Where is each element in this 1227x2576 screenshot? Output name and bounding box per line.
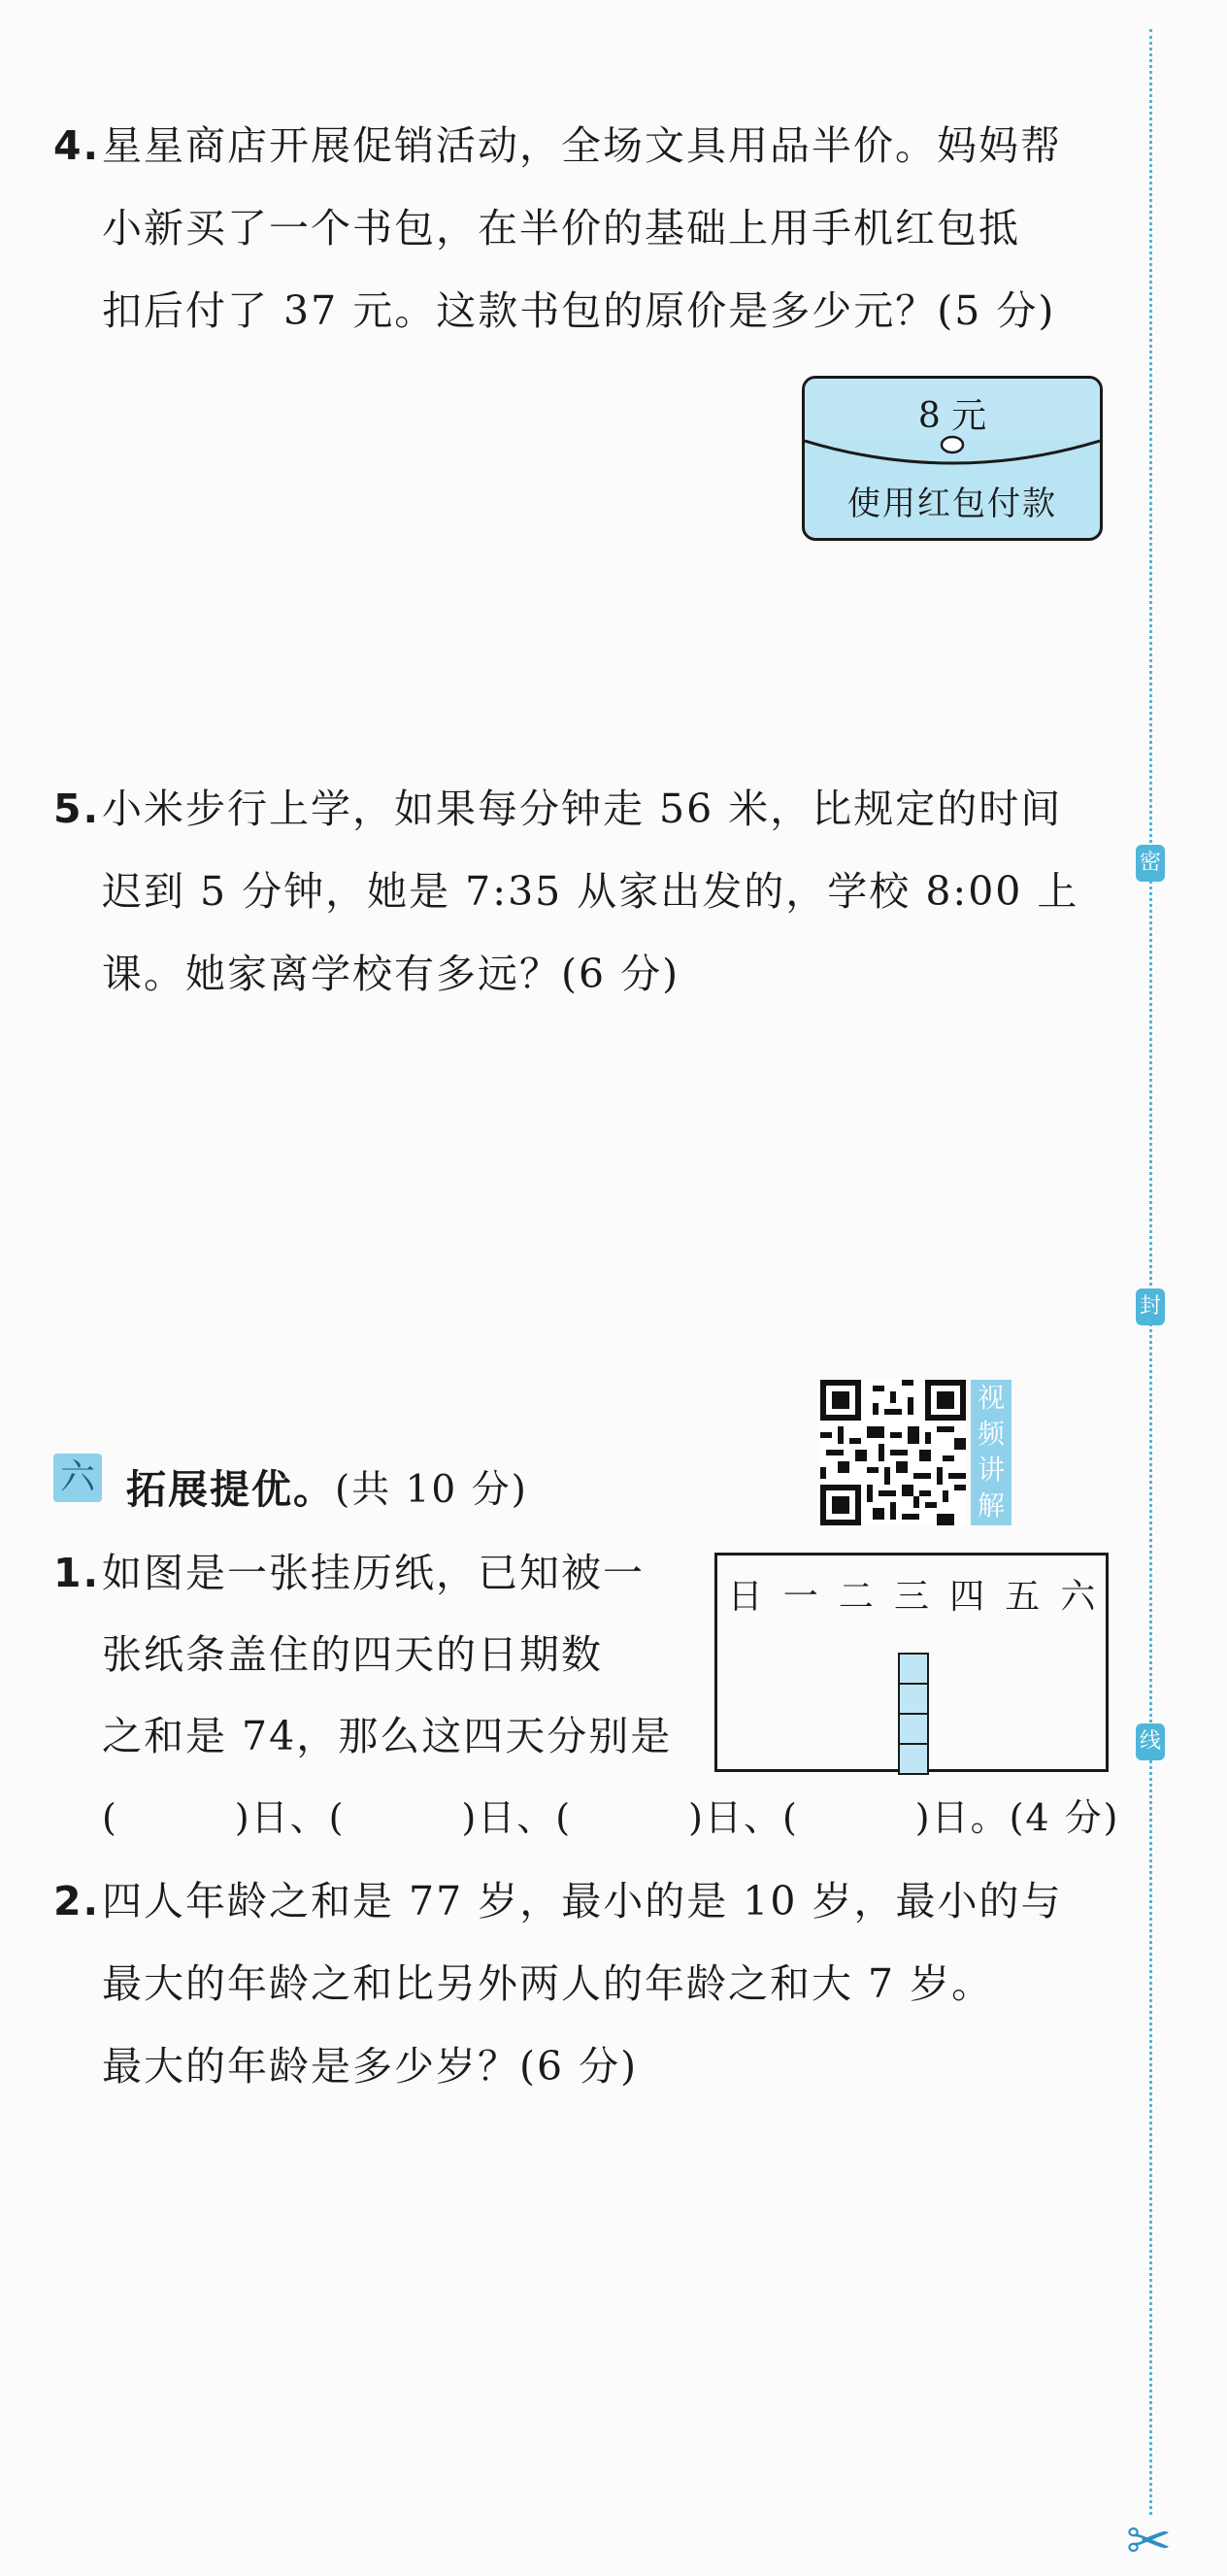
binding-label: 密 [1136,845,1165,882]
envelope-pay-label: 使用红包付款 [847,485,1057,523]
video-explain-label[interactable] [971,1380,1011,1525]
question-text: 扣后付了 37 元。这款书包的原价是多少元？(5 分) [102,287,1056,334]
question-text: 之和是 74，那么这四天分别是 [102,1713,673,1759]
weekday-label: 五 [1005,1577,1041,1617]
question-text: 最大的年龄是多少岁？(6 分) [102,2043,639,2090]
binding-dotted-line [1149,29,1152,2515]
covering-paper-strip [898,1655,927,1775]
envelope-amount: 8 元 [917,396,987,436]
covered-date-cell [898,1683,929,1715]
covered-date-cell [898,1653,929,1685]
calendar-figure [714,1553,1109,1772]
question-text: 星星商店开展促销活动，全场文具用品半价。妈妈帮 [102,122,1062,169]
question-text: 如图是一张挂历纸，已知被一 [102,1550,645,1596]
answer-blanks[interactable]: ( )日、( )日、( )日、( )日。(4 分) [102,1796,1120,1839]
qr-label-char: 讲 [977,1454,1005,1486]
weekday-label: 一 [782,1577,818,1617]
qr-code-icon[interactable] [820,1380,966,1525]
red-envelope-card [802,376,1103,541]
weekday-label: 六 [1060,1577,1096,1617]
section-score-note: (共 10 分) [335,1468,528,1512]
scissors-icon: ✂ [1126,2510,1172,2573]
weekday-label: 三 [893,1577,929,1617]
covered-date-cell [898,1743,929,1775]
section-title: 拓展提优。 [126,1466,335,1513]
binding-label: 线 [1136,1723,1165,1760]
section-number-badge: 六 [53,1454,102,1502]
question-text: 最大的年龄之和比另外两人的年龄之和大 7 岁。 [102,1960,994,2007]
question-number: 5. [53,786,101,832]
question-text: 张纸条盖住的四天的日期数 [102,1631,603,1678]
qr-label-char: 解 [977,1489,1005,1522]
weekday-label: 日 [727,1577,763,1617]
qr-label-char: 视 [977,1382,1005,1414]
question-text: 小米步行上学，如果每分钟走 56 米，比规定的时间 [102,786,1063,832]
qr-label-char: 频 [977,1418,1005,1450]
question-text: 四人年龄之和是 77 岁，最小的是 10 岁，最小的与 [102,1878,1063,1924]
calendar-weekday-row [717,1569,1106,1619]
question-text: 课。她家离学校有多远？(6 分) [102,951,680,997]
weekday-label: 二 [838,1577,874,1617]
question-text: 小新买了一个书包，在半价的基础上用手机红包抵 [102,205,1020,251]
question-text: 迟到 5 分钟，她是 7:35 从家出发的，学校 8:00 上 [102,868,1079,915]
question-number: 2. [53,1878,101,1924]
question-number: 4. [53,122,101,169]
covered-date-cell [898,1713,929,1745]
weekday-label: 四 [949,1577,985,1617]
binding-label: 封 [1136,1288,1165,1325]
question-number: 1. [53,1550,101,1596]
